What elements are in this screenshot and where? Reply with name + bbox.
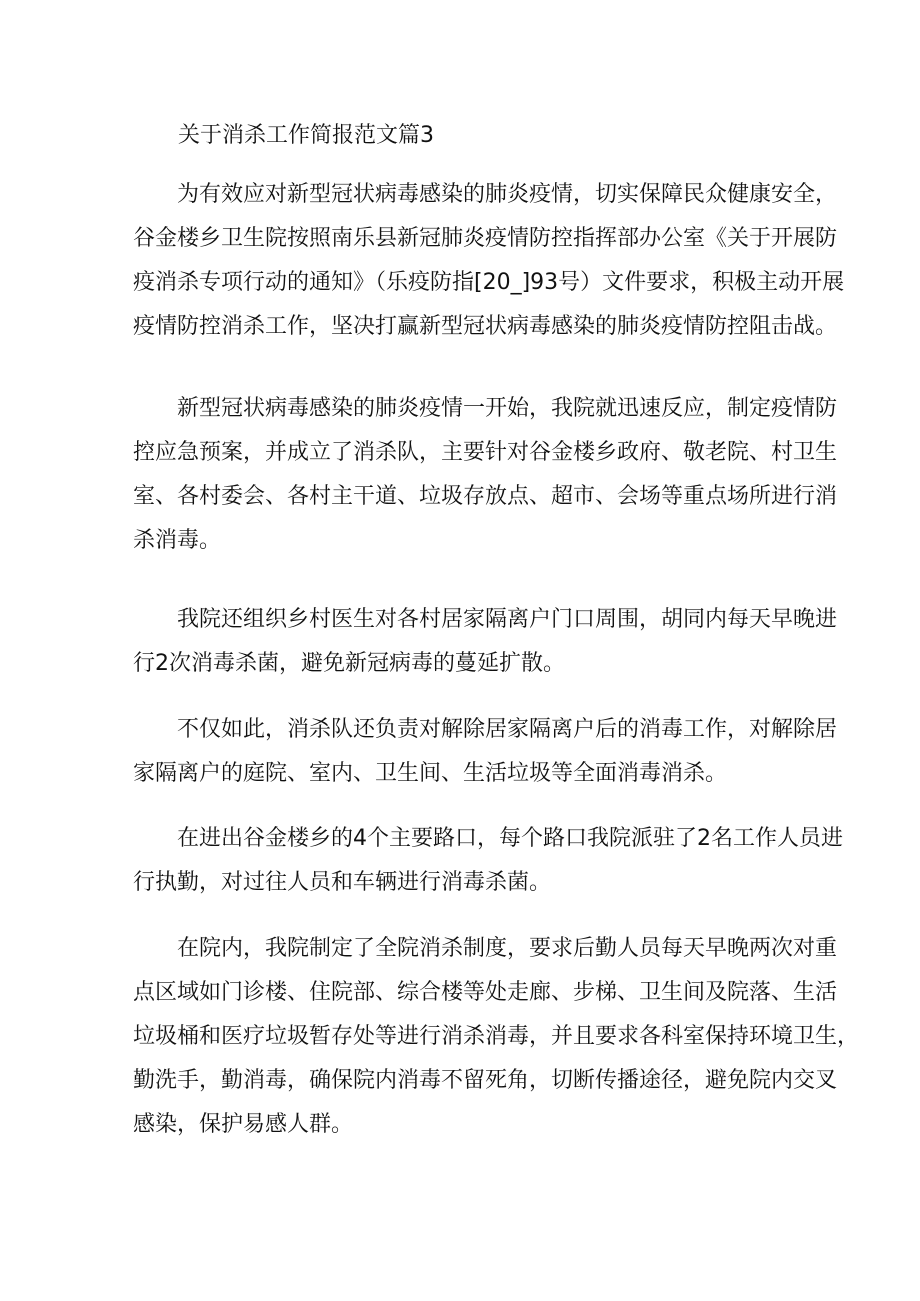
paragraph-line: 行2次消毒杀菌，避免新冠病毒的蔓延扩散。 xyxy=(133,651,565,676)
paragraph-line: 室、各村委会、各村主干道、垃圾存放点、超市、会场等重点场所进行消 xyxy=(133,484,838,509)
paragraph-line: 行执勤，对过往人员和车辆进行消毒杀菌。 xyxy=(133,870,552,895)
paragraph-line: 勤洗手，勤消毒，确保院内消毒不留死角，切断传播途径，避免院内交叉 xyxy=(133,1068,838,1093)
paragraph-line: 为有效应对新型冠状病毒感染的肺炎疫情，切实保障民众健康安全， xyxy=(177,182,838,207)
paragraph-4 xyxy=(133,708,838,796)
paragraph-line: 在进出谷金楼乡的4个主要路口，每个路口我院派驻了2名工作人员进 xyxy=(177,826,843,851)
paragraph-line: 谷金楼乡卫生院按照南乐县新冠肺炎疫情防控指挥部办公室《关于开展防 xyxy=(133,226,838,251)
paragraph-line: 家隔离户的庭院、室内、卫生间、生活垃圾等全面消毒消杀。 xyxy=(133,761,728,786)
paragraph-3 xyxy=(133,598,838,686)
paragraph-line: 控应急预案，并成立了消杀队，主要针对谷金楼乡政府、敬老院、村卫生 xyxy=(133,440,838,465)
paragraph-line: 不仅如此，消杀队还负责对解除居家隔离户后的消毒工作，对解除居 xyxy=(177,717,838,742)
paragraph-line: 在院内，我院制定了全院消杀制度，要求后勤人员每天早晚两次对重 xyxy=(177,936,838,961)
paragraph-5 xyxy=(133,817,843,905)
paragraph-line: 杀消毒。 xyxy=(133,528,222,553)
paragraph-6 xyxy=(133,927,860,1147)
paragraph-1 xyxy=(133,173,845,349)
paragraph-line: 感染，保护易感人群。 xyxy=(133,1112,354,1137)
document-title: 关于消杀工作简报范文篇3 xyxy=(178,123,434,148)
paragraph-line: 我院还组织乡村医生对各村居家隔离户门口周围，胡同内每天早晚进 xyxy=(177,607,838,632)
paragraph-2 xyxy=(133,387,838,563)
paragraph-line: 疫情防控消杀工作，坚决打赢新型冠状病毒感染的肺炎疫情防控阻击战。 xyxy=(133,314,838,339)
paragraph-line: 垃圾桶和医疗垃圾暂存处等进行消杀消毒，并且要求各科室保持环境卫生， xyxy=(133,1024,860,1049)
paragraph-line: 新型冠状病毒感染的肺炎疫情一开始，我院就迅速反应，制定疫情防 xyxy=(177,396,838,421)
paragraph-line: 点区域如门诊楼、住院部、综合楼等处走廊、步梯、卫生间及院落、生活 xyxy=(133,980,838,1005)
paragraph-line: 疫消杀专项行动的通知》（乐疫防指[20_]93号）文件要求，积极主动开展 xyxy=(133,270,845,295)
